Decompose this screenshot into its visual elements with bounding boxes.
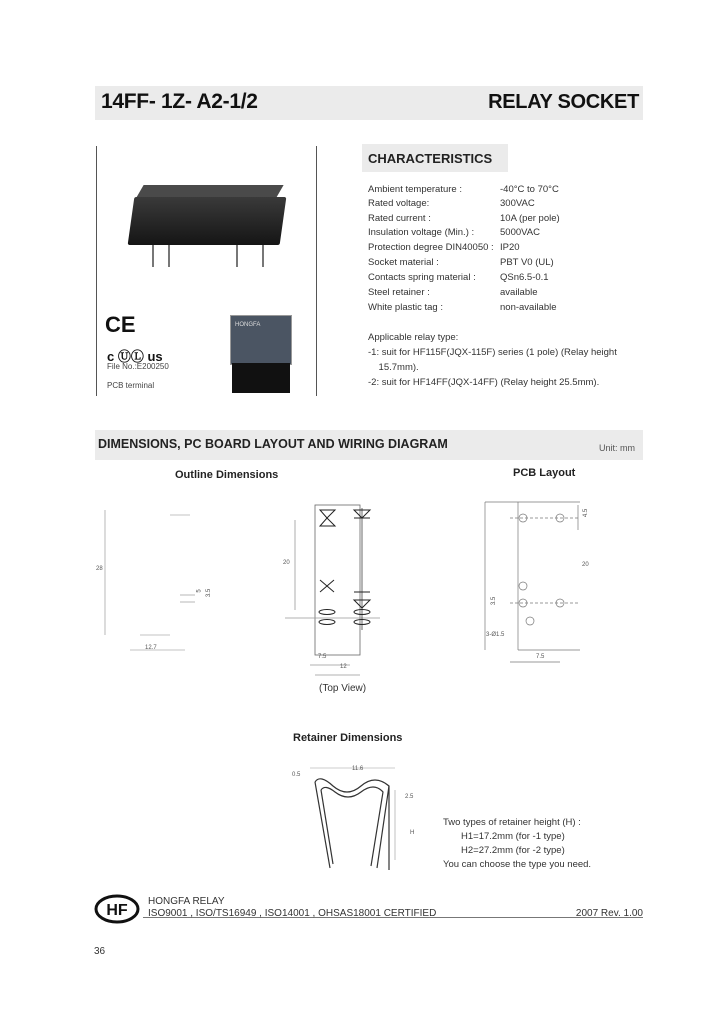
socket-pin bbox=[236, 245, 238, 267]
spec-label: Ambient temperature : bbox=[368, 184, 462, 195]
spec-label: Steel retainer : bbox=[368, 287, 430, 298]
spec-value: QSn6.5-0.1 bbox=[500, 272, 549, 283]
spec-label: Socket material : bbox=[368, 257, 439, 268]
socket-with-relay-photo: HONGFA bbox=[230, 315, 296, 395]
dimensions-heading: DIMENSIONS, PC BOARD LAYOUT AND WIRING DIAGRAM bbox=[98, 437, 448, 451]
characteristics-heading: CHARACTERISTICS bbox=[362, 144, 508, 172]
socket-pin bbox=[152, 245, 154, 267]
svg-text:HF: HF bbox=[106, 902, 128, 919]
dim-label: 4.5 bbox=[583, 508, 590, 518]
column-divider bbox=[316, 146, 317, 396]
dim-label: 0.5 bbox=[292, 772, 301, 778]
dim-label: 3.5 bbox=[206, 588, 213, 598]
document-type: RELAY SOCKET bbox=[488, 91, 639, 113]
dim-label: 5 bbox=[196, 589, 203, 593]
dim-label: 12 bbox=[340, 664, 347, 670]
unit-label: Unit: mm bbox=[599, 443, 635, 453]
spec-label: Insulation voltage (Min.) : bbox=[368, 227, 475, 238]
top-view-caption: (Top View) bbox=[319, 683, 367, 694]
dim-label: 7.5 bbox=[536, 654, 545, 660]
revision: 2007 Rev. 1.00 bbox=[575, 908, 643, 919]
pcb-heading: PCB Layout bbox=[513, 467, 576, 479]
dim-label: 3.5 bbox=[491, 596, 498, 606]
socket-pin bbox=[168, 245, 170, 267]
top-view-wiring-drawing bbox=[270, 500, 380, 680]
brand-name: HONGFA RELAY bbox=[148, 896, 225, 907]
applicable-line: 15.7mm). bbox=[368, 362, 419, 373]
dim-label: H bbox=[410, 830, 415, 836]
file-number: File No.:E200250 bbox=[107, 362, 169, 371]
spec-label: Rated voltage: bbox=[368, 198, 430, 209]
retainer-note: H1=17.2mm (for -1 type) bbox=[461, 831, 565, 842]
dimensions-heading-bar bbox=[95, 430, 643, 460]
ce-mark: CE bbox=[105, 312, 136, 337]
pcb-layout-drawing bbox=[480, 500, 590, 670]
dim-label: 11.6 bbox=[352, 766, 364, 772]
dim-label: 2.5 bbox=[405, 794, 414, 800]
retainer-note: Two types of retainer height (H) : bbox=[443, 817, 581, 828]
spec-value: IP20 bbox=[500, 242, 520, 253]
dim-label: 20 bbox=[582, 562, 589, 568]
spec-value: PBT V0 (UL) bbox=[500, 257, 554, 268]
outline-heading: Outline Dimensions bbox=[175, 469, 279, 481]
socket-pin bbox=[262, 245, 264, 267]
spec-value: 5000VAC bbox=[500, 227, 540, 238]
applicable-heading: Applicable relay type: bbox=[368, 332, 459, 343]
ul-mark: c ⓊⓁ us bbox=[107, 349, 163, 364]
spec-label: Protection degree DIN40050 : bbox=[368, 242, 494, 253]
dim-label: 20 bbox=[283, 560, 290, 566]
retainer-drawing bbox=[285, 760, 415, 880]
page-number: 36 bbox=[94, 946, 106, 957]
spec-label: Contacts spring material : bbox=[368, 272, 476, 283]
spec-value: available bbox=[500, 287, 538, 298]
dim-label: 7.5 bbox=[318, 654, 327, 660]
outline-side-view-drawing bbox=[100, 500, 220, 660]
relay-socket-photo bbox=[131, 185, 283, 247]
applicable-line: -2: suit for HF14FF(JQX-14FF) (Relay height 25.5mm). bbox=[368, 377, 600, 388]
spec-value: 10A (per pole) bbox=[500, 213, 560, 224]
spec-value: non-available bbox=[500, 302, 557, 313]
pcb-terminal-caption: PCB terminal bbox=[107, 381, 155, 390]
spec-label: Rated current : bbox=[368, 213, 431, 224]
dim-label: 3-Ø1.5 bbox=[486, 632, 505, 638]
retainer-note: You can choose the type you need. bbox=[443, 859, 592, 870]
spec-label: White plastic tag : bbox=[368, 302, 443, 313]
dim-label: 28 bbox=[96, 566, 103, 572]
spec-value: -40°C to 70°C bbox=[500, 184, 559, 195]
retainer-note: H2=27.2mm (for -2 type) bbox=[461, 845, 565, 856]
certifications: ISO9001 , ISO/TS16949 , ISO14001 , OHSAS18001 CERTIFIED bbox=[148, 908, 437, 919]
title-bar bbox=[95, 86, 643, 120]
hongfa-logo-icon bbox=[94, 894, 140, 924]
part-number: 14FF- 1Z- A2-1/2 bbox=[101, 90, 258, 113]
retainer-heading: Retainer Dimensions bbox=[293, 732, 403, 744]
spec-value: 300VAC bbox=[500, 198, 535, 209]
left-rule bbox=[96, 146, 97, 396]
applicable-line: -1: suit for HF115F(JQX-115F) series (1 pole) (Relay height bbox=[368, 347, 617, 358]
dim-label: 12.7 bbox=[145, 645, 157, 651]
